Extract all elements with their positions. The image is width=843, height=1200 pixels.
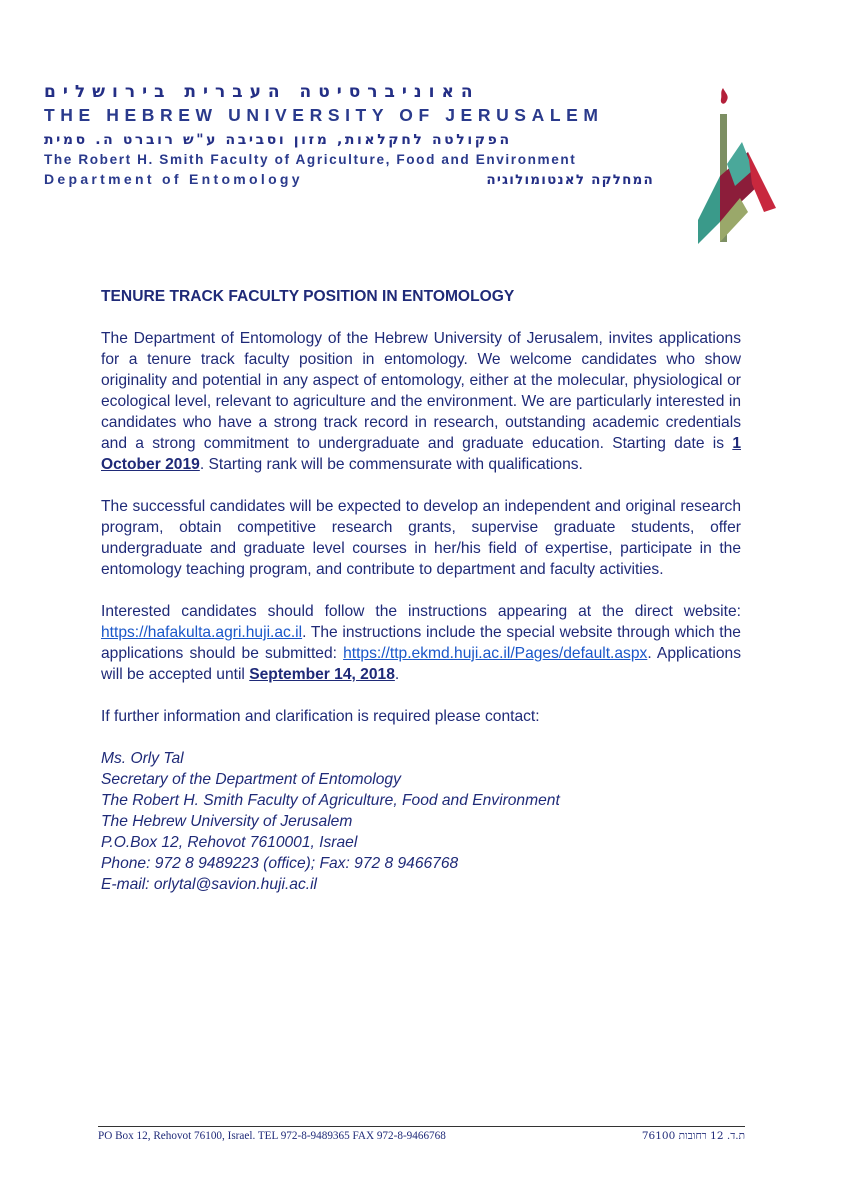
english-faculty-name: The Robert H. Smith Faculty of Agriculture, Food and Environment <box>44 151 577 167</box>
intro-text-end: . Starting rank will be commensurate with qualifications. <box>199 456 583 473</box>
deadline-date: September 14, 2018 <box>249 666 395 683</box>
paragraph-contact-intro: If further information and clarification is required please contact: <box>101 708 540 725</box>
contact-university: The Hebrew University of Jerusalem <box>101 813 353 830</box>
footer <box>98 1126 745 1142</box>
contact-address: P.O.Box 12, Rehovot 7610001, Israel <box>101 834 358 851</box>
application-website-link[interactable]: https://ttp.ekmd.huji.ac.il/Pages/default.aspx <box>343 645 648 662</box>
contact-role: Secretary of the Department of Entomology <box>101 771 401 788</box>
position-title: TENURE TRACK FACULTY POSITION IN ENTOMOLOGY <box>101 288 515 305</box>
english-university-name: THE HEBREW UNIVERSITY OF JERUSALEM <box>44 105 604 125</box>
english-department-name: Department of Entomology <box>44 171 303 188</box>
paragraph-instructions <box>101 601 741 685</box>
start-date: 1 October 2019 <box>101 435 741 473</box>
department-row <box>44 171 654 188</box>
hebrew-university-name: האוניברסיטה העברית בירושלים <box>44 82 480 102</box>
paragraph-intro <box>101 328 741 475</box>
contact-faculty: The Robert H. Smith Faculty of Agriculture, Food and Environment <box>101 792 560 809</box>
faculty-website-link[interactable]: https://hafakulta.agri.huji.ac.il <box>101 624 303 641</box>
contact-name: Ms. Orly Tal <box>101 750 184 767</box>
paragraph-expectations: The successful candidates will be expected to develop an independent and original research program, obtain competitive research grants, supervise graduate students, offer undergraduate and graduate level courses in her/his field of expertise, participate in the entomology teaching program, and contribute to department and faculty activities. <box>101 498 741 578</box>
intro-text: The Department of Entomology of the Hebrew University of Jerusalem, invites applications for a tenure track faculty position in entomology. We welcome candidates who show originality and potential in any aspect of entomology, either at the molecular, physiological or ecological level, relevant to agriculture and the environment. We are particularly interested in candidates who have a strong track record in research, outstanding academic credentials and a strong commitment to undergraduate and graduate education. Starting date is <box>101 330 741 452</box>
footer-english-address: PO Box 12, Rehovot 76100, Israel. TEL 972-8-9489365 FAX 972-8-9466768 <box>98 1130 446 1142</box>
instructions-end: . <box>394 666 400 683</box>
hebrew-faculty-name: הפקולטה לחקלאות, מזון וסביבה ע"ש רוברט ה. סמית <box>44 131 512 148</box>
instructions-text-after: . Applications will be accepted until <box>101 645 742 683</box>
university-logo-icon <box>690 80 790 250</box>
footer-hebrew-address: ת.ד. 12 רחובות 76100 <box>641 1130 745 1142</box>
instructions-text: Interested candidates should follow the instructions appearing at the direct website: <box>101 603 741 620</box>
contact-block <box>101 748 741 895</box>
letter-body <box>101 286 741 895</box>
hebrew-department-name: המחלקה לאנטומולוגיה <box>486 172 654 189</box>
instructions-text-middle: . The instructions include the special website through which the applications should be submitted: <box>101 624 741 662</box>
letterhead <box>44 84 654 188</box>
contact-email: E-mail: orlytal@savion.huji.ac.il <box>101 876 318 893</box>
contact-phone: Phone: 972 8 9489223 (office); Fax: 972 8 9466768 <box>101 855 459 872</box>
